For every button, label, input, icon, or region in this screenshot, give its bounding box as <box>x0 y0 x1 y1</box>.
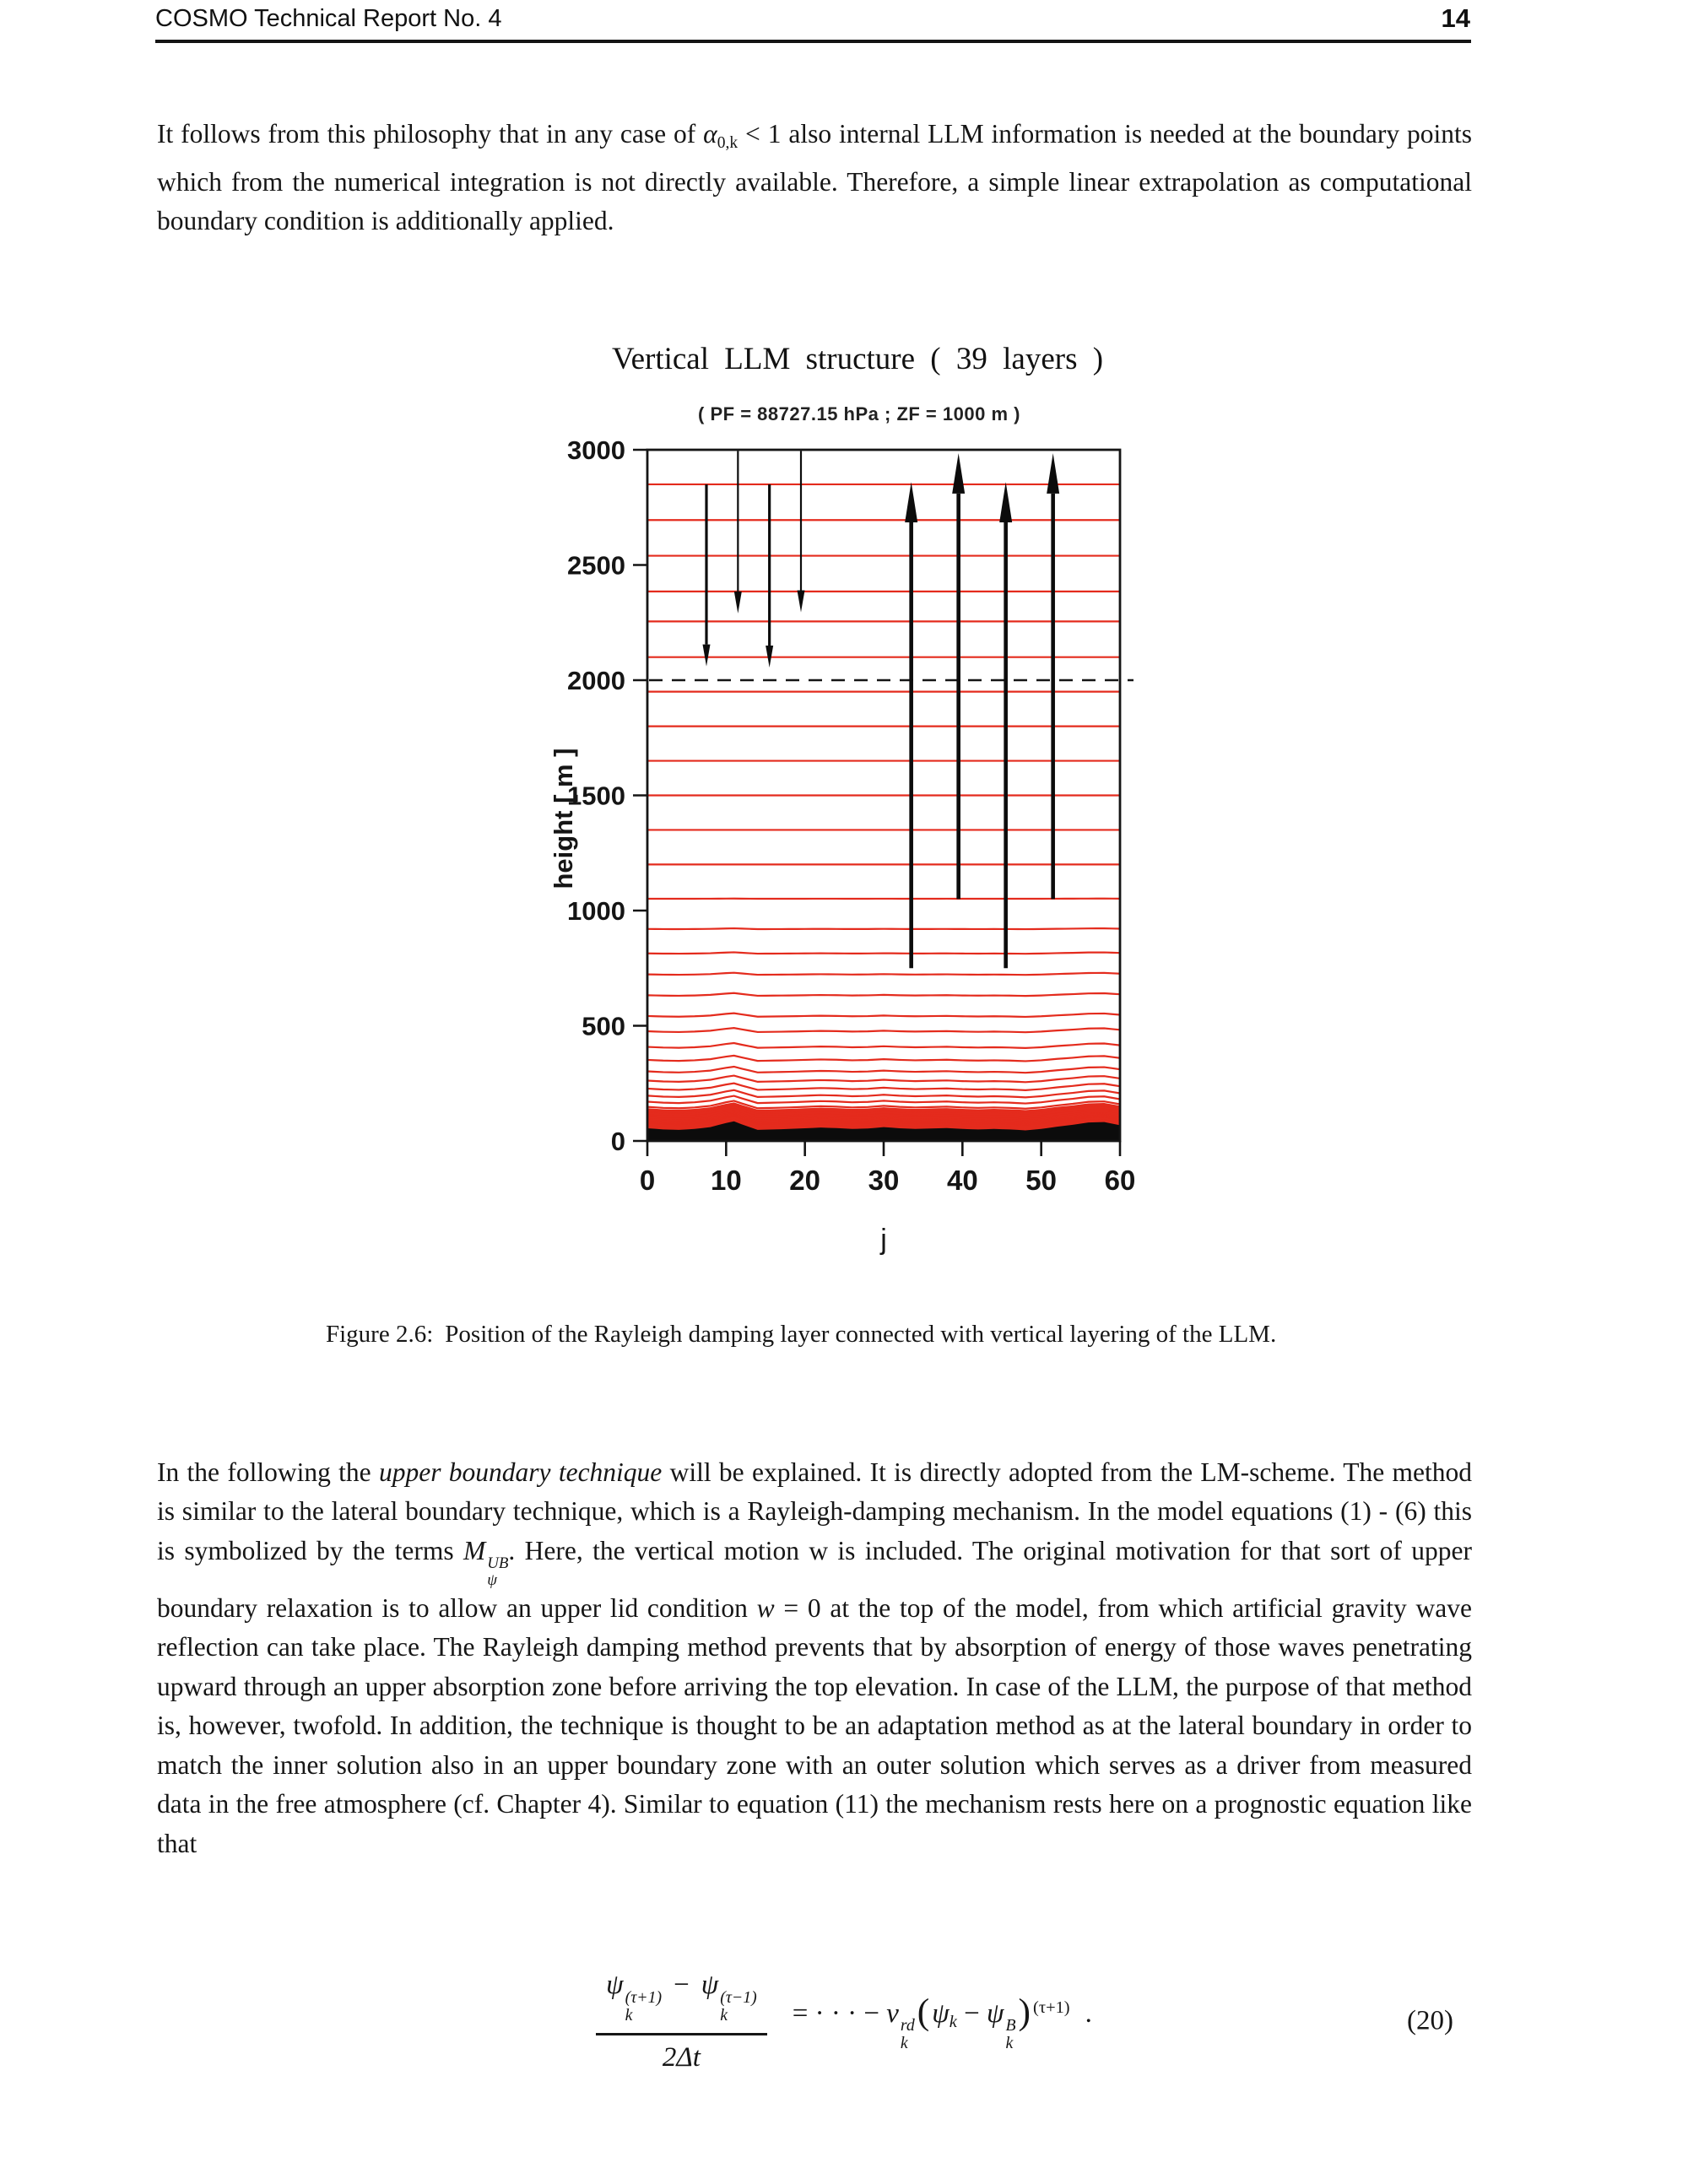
outer-superscript: (τ+1) <box>1033 1997 1070 2017</box>
x-tick-label: 40 <box>946 1165 978 1196</box>
math-var: ν <box>886 1997 899 2029</box>
x-tick-label: 30 <box>868 1165 900 1196</box>
close-paren: ) <box>1018 1991 1031 2032</box>
x-tick-label: 0 <box>639 1165 656 1196</box>
x-tick-label: 10 <box>710 1165 742 1196</box>
x-tick-label: 50 <box>1025 1165 1058 1196</box>
rhs-prefix: = · · · − <box>792 1997 887 2029</box>
layer-interface-line <box>647 1056 1120 1062</box>
paragraph-intro <box>157 115 1472 241</box>
body-text: In the following the <box>157 1457 379 1487</box>
page-number: 14 <box>1441 3 1470 33</box>
running-header-title: COSMO Technical Report No. 4 <box>155 5 502 32</box>
x-axis-label: j <box>880 1224 887 1256</box>
figure-caption <box>326 1314 1410 1355</box>
upward-damping-arrow-head <box>1047 453 1059 494</box>
figure-caption-text: Position of the Rayleigh damping layer connected with vertical layering of the LLM. <box>445 1321 1277 1348</box>
equation-rhs <box>793 1989 1092 2053</box>
layer-interface-line <box>647 1043 1120 1048</box>
upward-damping-arrow-head <box>905 482 917 522</box>
paragraph-upper-boundary <box>157 1453 1472 1864</box>
math-var: ψ <box>932 1997 950 2029</box>
y-tick-label: 500 <box>582 1011 625 1041</box>
emphasized-text: α <box>703 118 717 149</box>
layer-interface-line <box>647 952 1120 954</box>
y-tick-label: 1500 <box>567 781 625 811</box>
emphasized-text: w <box>756 1592 775 1623</box>
math-scripts: (τ−1) k <box>720 1987 757 2025</box>
y-tick-label: 2500 <box>567 550 625 581</box>
y-axis-label: height [ m ] <box>549 748 578 889</box>
minus-operator: − <box>674 1970 690 2001</box>
open-paren: ( <box>917 1991 930 2032</box>
body-text: . Here, the vertical motion w is included. The original motivation for that sort of upper boundary relaxation is to allow an upper lid condition <box>157 1535 1473 1623</box>
layer-interface-line <box>647 1014 1120 1017</box>
layer-interface-line <box>647 1028 1120 1032</box>
y-tick-label: 0 <box>610 1127 625 1156</box>
body-text: It follows from this philosophy that in any case of <box>157 118 704 149</box>
downward-damping-arrow-head <box>798 591 805 613</box>
equation-period: . <box>1085 1997 1092 2029</box>
math-var: ψ <box>606 1970 624 2001</box>
minus-operator: − <box>956 1997 987 2029</box>
vertical-llm-structure-chart <box>473 333 1232 1262</box>
math-var: ψ <box>986 1997 1004 2029</box>
math-subscript: 0,k <box>717 133 738 152</box>
y-tick-label: 1000 <box>567 896 625 926</box>
header-rule <box>155 40 1471 43</box>
math-var: M <box>463 1535 486 1565</box>
layer-interface-line <box>647 973 1120 976</box>
x-tick-label: 60 <box>1104 1165 1136 1196</box>
math-var: ψ <box>701 1970 719 2001</box>
layer-interface-line <box>647 1084 1120 1090</box>
upward-damping-arrow-head <box>952 453 965 494</box>
y-tick-label: 2000 <box>567 666 625 695</box>
layer-interface-line <box>647 1090 1120 1098</box>
x-tick-label: 20 <box>789 1165 821 1196</box>
body-text: < 1 also internal LLM information is needed at the boundary points which from the numerical integration is not directly available. Therefore, a simple linear extrapolation as computational boundary condition is additionally applied. <box>157 118 1473 236</box>
body-text: = 0 at the top of the model, from which artificial gravity wave reflection can take place. The Rayleigh damping method prevents that by absorption of energy of those waves penetrating upward through an upper absorption zone before arriving the top elevation. In case of the LLM, the purpose of that method is, however, twofold. In addition, the technique is thought to be an adaptation method as at the lateral boundary in order to match the inner solution also in an upper boundary zone with an outer solution which serves as a driver from measured data in the free atmosphere (cf. Chapter 4). Similar to equation (11) the mechanism rests here on a prognostic equation like that <box>157 1592 1472 1858</box>
downward-damping-arrow-head <box>703 645 711 667</box>
downward-damping-arrow-head <box>734 592 742 614</box>
equation-fraction <box>596 1968 767 2073</box>
fraction-denominator: 2Δt <box>662 2041 701 2073</box>
figure-caption-label: Figure 2.6: <box>326 1321 434 1348</box>
math-subscript: k <box>949 2012 957 2031</box>
upward-damping-arrow-head <box>999 482 1012 522</box>
layer-interface-line <box>647 993 1120 996</box>
math-scripts: B k <box>1005 2016 1016 2053</box>
math-scripts: UB ψ <box>487 1554 509 1589</box>
y-tick-label: 3000 <box>567 435 625 465</box>
equation-20 <box>596 1968 1092 2073</box>
layer-interface-line <box>647 1067 1120 1073</box>
layer-interface-line <box>647 1076 1120 1083</box>
fraction-numerator <box>596 1968 767 2035</box>
chart-title: Vertical LLM structure ( 39 layers ) <box>611 342 1104 376</box>
emphasized-text: upper boundary technique <box>378 1457 663 1487</box>
chart-subtitle: ( PF = 88727.15 hPa ; ZF = 1000 m ) <box>698 403 1020 424</box>
equation-number: (20) <box>1407 2005 1453 2035</box>
layer-interface-line <box>647 1096 1120 1104</box>
body-text: will be explained. It is directly adopted from the LM-scheme. The method is similar to the lateral boundary technique, which is a Rayleigh-damping mechanism. In the model equations (1) - (6) this is symbolized by the terms <box>157 1457 1472 1565</box>
layer-interface-line <box>647 928 1120 929</box>
equation-block <box>157 1943 1472 2099</box>
math-scripts: rd k <box>900 2016 915 2053</box>
math-scripts: (τ+1) k <box>625 1987 663 2025</box>
